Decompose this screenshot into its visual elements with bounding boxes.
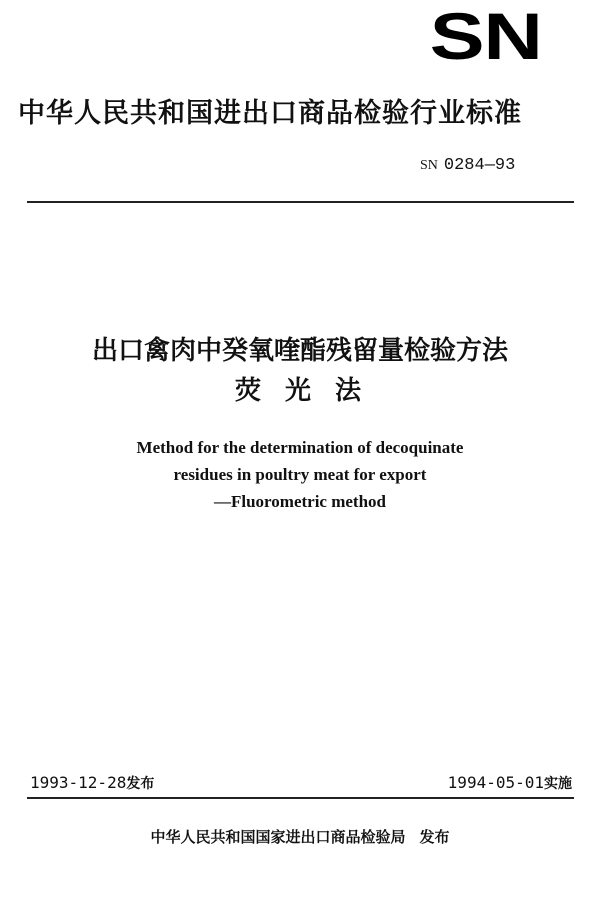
title-en-line: residues in poultry meat for export (173, 465, 427, 484)
document-title-cn: 出口禽肉中癸氧喹酯残留量检验方法 (91, 336, 508, 366)
organization-header: 中华人民共和国进出口商品检验行业标准 (18, 98, 522, 129)
implementation-label: 实施 (544, 776, 572, 792)
issue-date (30, 772, 154, 795)
sn-logo: SN (429, 0, 542, 73)
issuer (0, 826, 600, 848)
issue-date-value: 1993-12-28 (30, 773, 127, 792)
standard-number: 0284—93 (443, 156, 516, 175)
title-en-line: —Fluorometric method (213, 492, 386, 511)
standard-prefix: SN (420, 158, 438, 173)
top-divider (27, 201, 574, 203)
document-subtitle-cn: 荧光法 (234, 376, 385, 406)
title-en-line: Method for the determination of decoquinate (136, 438, 464, 457)
implementation-date (448, 772, 572, 795)
issue-label: 发布 (126, 776, 155, 792)
document-title-en (0, 434, 600, 515)
issuer-name: 中华人民共和国国家进出口商品检验局 (150, 828, 406, 846)
issuer-action: 发布 (419, 828, 450, 846)
implementation-date-value: 1994-05-01 (447, 773, 544, 792)
bottom-divider (27, 797, 574, 799)
standard-code (420, 155, 515, 177)
